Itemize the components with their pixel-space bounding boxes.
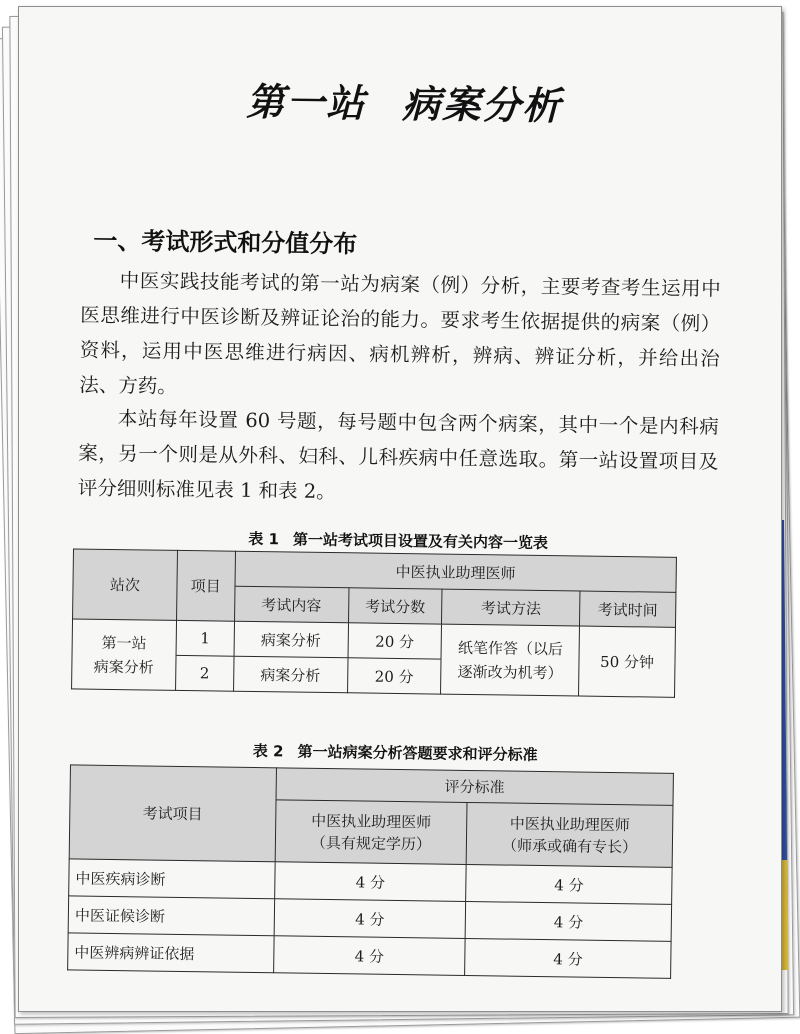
table2-caption xyxy=(18,737,776,769)
page-title xyxy=(23,68,782,134)
table1-row1-content: 病案分析 xyxy=(234,621,348,658)
table1-caption-text: 第一站考试项目设置及有关内容一览表 xyxy=(292,530,549,553)
table2-row2-b: 4 分 xyxy=(465,901,671,941)
table1-header-method: 考试方法 xyxy=(442,589,580,626)
page-content xyxy=(18,6,782,1012)
table1-station-line1: 第一站 xyxy=(101,633,147,652)
table1-method-line2: 逐渐改为机考） xyxy=(457,662,563,682)
table1-header-item: 项目 xyxy=(176,550,235,621)
table1-row2-content: 病案分析 xyxy=(233,656,347,693)
table1-header-score: 考试分数 xyxy=(348,588,442,624)
table1-time-cell: 50 分钟 xyxy=(579,626,676,697)
paragraph-1 xyxy=(79,263,721,412)
table1-method-line1: 纸笔作答（以后 xyxy=(457,638,564,658)
table2-caption-num: 表 2 xyxy=(252,741,284,761)
table1 xyxy=(71,548,677,697)
table2-row2-a: 4 分 xyxy=(274,899,466,939)
table1-station-cell xyxy=(72,619,177,690)
table1-caption-num: 表 1 xyxy=(248,529,280,549)
table2-header-sub1 xyxy=(275,800,468,865)
table2-header-sub2 xyxy=(466,802,673,867)
paragraph-2-text: 本站每年设置 60 号题，每号题中包含两个病案，其中一个是内科病案，另一个则是从外科、妇科、儿科疾病中任意选取。第一站设置项目及评分细则标准见表 1 和表 2。 xyxy=(77,407,719,504)
table1-row2-score: 20 分 xyxy=(347,658,441,694)
table1-station-line2: 病案分析 xyxy=(93,657,154,677)
table2-row3-item: 中医辨病辨证依据 xyxy=(68,933,274,973)
table2-row1-a: 4 分 xyxy=(274,862,466,902)
table1-header-time: 考试时间 xyxy=(580,591,676,627)
table2-row2-item: 中医证候诊断 xyxy=(68,896,274,936)
table2-row1-item: 中医疾病诊断 xyxy=(69,859,275,899)
title-part2: 病案分析 xyxy=(401,82,563,129)
table1-header-content: 考试内容 xyxy=(234,586,348,623)
table2-row1-b: 4 分 xyxy=(466,864,672,904)
table2-row3-b: 4 分 xyxy=(465,938,671,978)
table-row xyxy=(72,619,675,662)
title-part1: 第一站 xyxy=(245,79,367,126)
table1-row1-item: 1 xyxy=(176,620,234,656)
table2 xyxy=(67,764,674,978)
table-row xyxy=(68,933,671,978)
table2-sub1-line1: 中医执业助理医师 xyxy=(311,811,432,831)
table1-row2-item: 2 xyxy=(175,655,233,691)
table2-sub1-line2: （具有规定学历） xyxy=(310,833,432,853)
table1-header-station: 站次 xyxy=(73,549,178,620)
section-heading: 一、考试形式和分值分布 xyxy=(93,226,358,259)
table2-header-group: 评分标准 xyxy=(276,768,674,806)
table2-caption-text: 第一站病案分析答题要求和评分标准 xyxy=(297,742,538,764)
table1-row1-score: 20 分 xyxy=(348,623,442,659)
document-page xyxy=(18,6,782,1012)
table2-row3-a: 4 分 xyxy=(273,936,465,976)
table2-sub2-line2: （师承或确有专长） xyxy=(501,835,638,856)
table2-sub2-line1: 中医执业助理医师 xyxy=(509,814,631,834)
table1-header-group: 中医执业助理医师 xyxy=(235,551,677,592)
table2-header-item: 考试项目 xyxy=(69,765,276,862)
paragraph-1-text: 中医实践技能考试的第一站为病案（例）分析，主要考查考生运用中医思维进行中医诊断及辨证论治的能力。要求考生依据提供的病案（例）资料，运用中医思维进行病因、病机辨析，辨病、辨证分析，并给出治法、方药。 xyxy=(79,269,721,398)
table1-method-cell xyxy=(441,624,580,696)
paragraph-2 xyxy=(78,401,719,515)
